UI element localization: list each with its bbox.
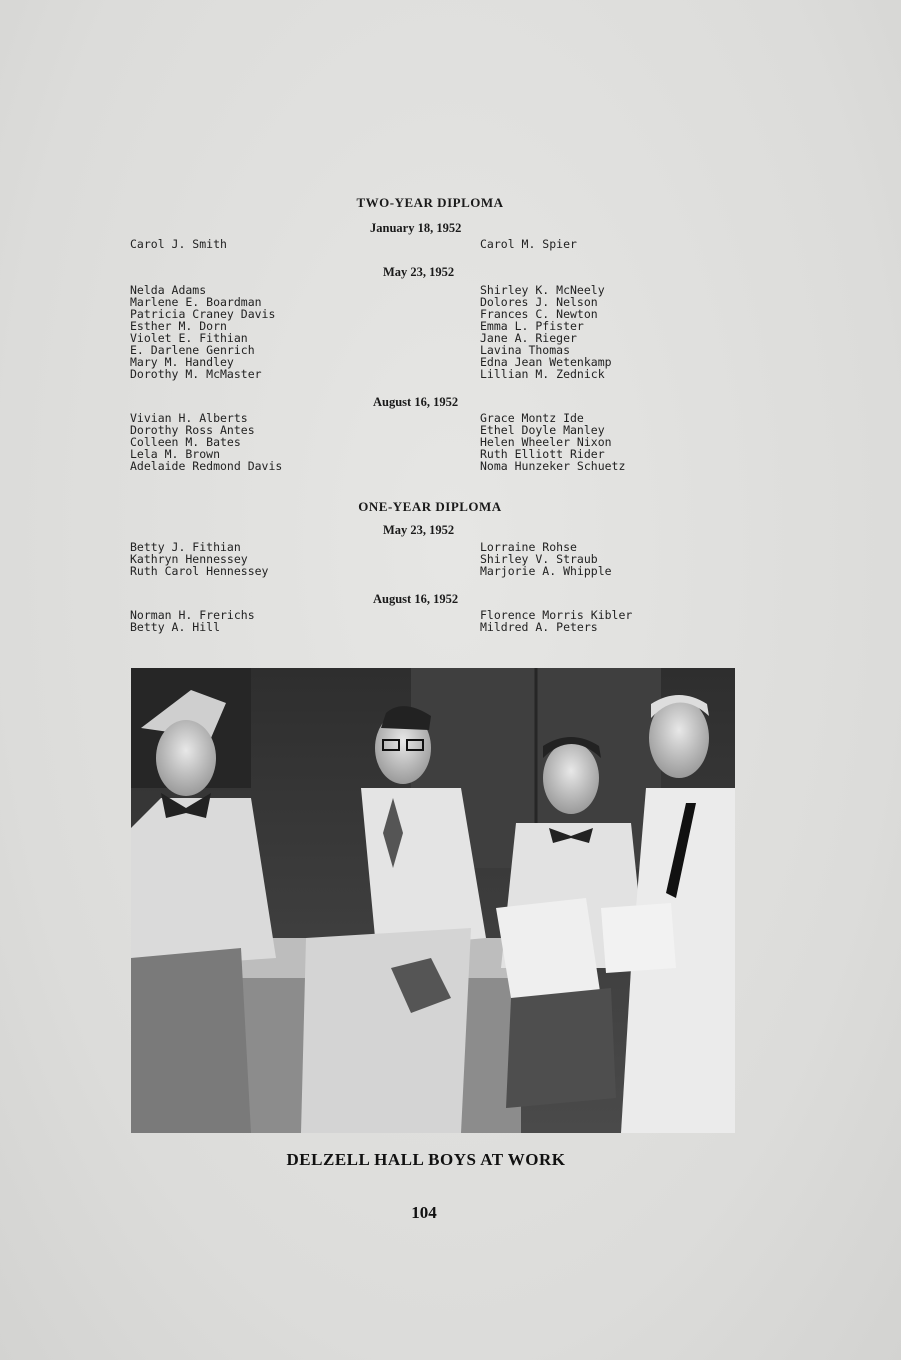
names-list-one-year-may-left [130,541,268,577]
graduate-name: Shirley K. McNeely [480,283,605,297]
graduate-name: Carol M. Spier [480,237,577,251]
date-august-16-1952: August 16, 1952 [373,395,459,409]
graduate-name: Frances C. Newton [480,307,598,321]
date-may-23-1952-one-year: May 23, 1952 [383,523,455,537]
graduate-name: Colleen M. Bates [130,435,241,449]
graduate-name: Ruth Elliott Rider [480,447,605,461]
date-may-23-1952: May 23, 1952 [383,265,455,279]
names-list-one-year-may-right [480,541,612,577]
graduate-name: Dorothy M. McMaster [130,367,262,381]
graduate-name: Noma Hunzeker Schuetz [480,459,626,473]
names-list-may-right [480,284,612,380]
graduate-name: Lorraine Rohse [480,540,577,554]
graduate-name: Emma L. Pfister [480,319,584,333]
graduate-name: Vivian H. Alberts [130,411,248,425]
graduate-name: Betty A. Hill [130,620,221,634]
photo-illustration [131,668,735,1133]
graduate-name: Carol J. Smith [130,237,227,251]
graduate-name: Lillian M. Zednick [480,367,605,381]
graduate-name: Mildred A. Peters [480,620,598,634]
graduate-name: Ruth Carol Hennessey [130,564,269,578]
names-list-one-year-aug-right [480,609,632,633]
graduate-name: Betty J. Fithian [130,540,241,554]
graduate-name: Norman H. Frerichs [130,608,255,622]
graduate-name: Dolores J. Nelson [480,295,598,309]
graduate-name: Jane A. Rieger [480,331,577,345]
date-august-16-1952-one-year: August 16, 1952 [373,592,459,606]
graduate-name: Edna Jean Wetenkamp [480,355,612,369]
graduate-name: Lavina Thomas [480,343,571,357]
names-list-jan-right [480,238,577,250]
graduate-name: Kathryn Hennessey [130,552,248,566]
photograph-four-boys [131,668,735,1133]
graduate-name: Mary M. Handley [130,355,234,369]
photo-caption: DELZELL HALL BOYS AT WORK [286,1150,566,1169]
two-year-diploma-heading: TWO-YEAR DIPLOMA [356,195,504,210]
names-list-aug-right [480,412,625,472]
names-list-jan-left [130,238,227,250]
graduate-name: E. Darlene Genrich [130,343,255,357]
page-number: 104 [411,1203,437,1222]
graduate-name: Adelaide Redmond Davis [130,459,283,473]
graduate-name: Marlene E. Boardman [130,295,262,309]
graduate-name: Patricia Craney Davis [130,307,276,321]
names-list-aug-left [130,412,282,472]
graduate-name: Florence Morris Kibler [480,608,633,622]
graduate-name: Nelda Adams [130,283,207,297]
one-year-diploma-heading: ONE-YEAR DIPLOMA [358,499,502,514]
graduate-name: Violet E. Fithian [130,331,248,345]
graduate-name: Esther M. Dorn [130,319,227,333]
graduate-name: Lela M. Brown [130,447,221,461]
names-list-may-left [130,284,275,380]
graduate-name: Grace Montz Ide [480,411,584,425]
graduate-name: Helen Wheeler Nixon [480,435,612,449]
graduate-name: Ethel Doyle Manley [480,423,605,437]
apron-2 [301,928,471,1133]
names-list-one-year-aug-left [130,609,255,633]
graduate-name: Dorothy Ross Antes [130,423,255,437]
date-january-18-1952: January 18, 1952 [370,221,462,235]
graduate-name: Marjorie A. Whipple [480,564,612,578]
graduate-name: Shirley V. Straub [480,552,598,566]
apron-3 [506,988,616,1108]
